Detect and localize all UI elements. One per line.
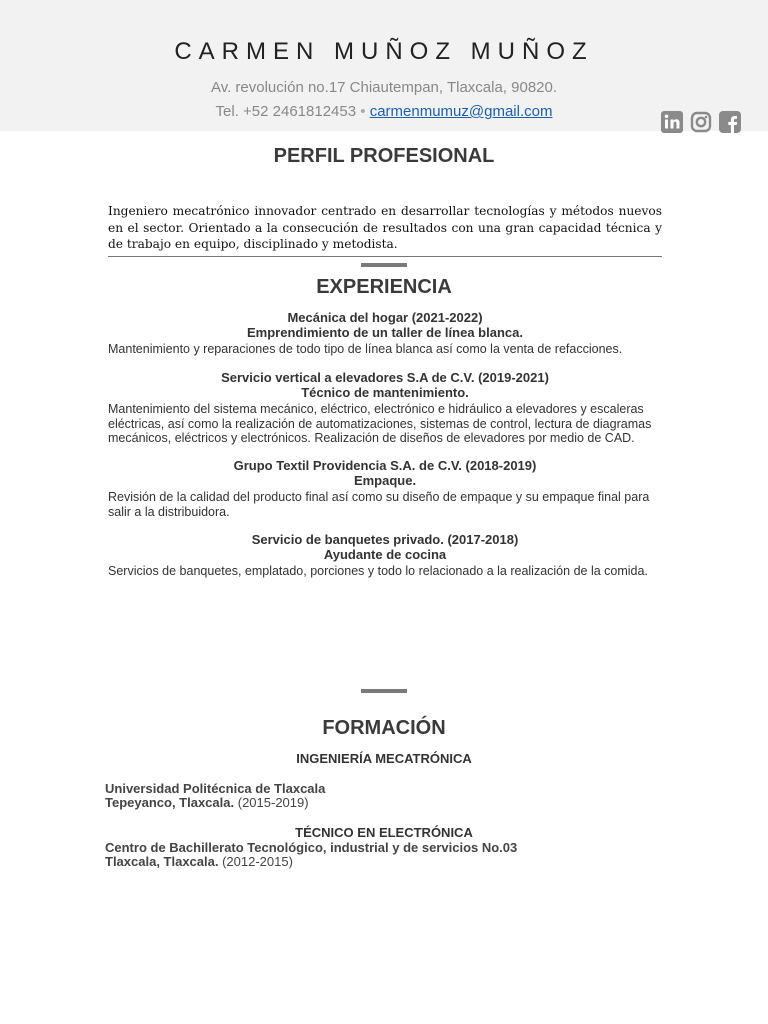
job-company: Grupo Textil Providencia S.A. de C.V. (2018-2019) — [233, 458, 537, 473]
instagram-icon[interactable] — [690, 111, 712, 133]
phone: Tel. +52 2461812453 — [215, 103, 357, 120]
job-description: Mantenimiento del sistema mecánico, eléctrico, electrónico e hidráulico a elevadores y escaleras eléctricas, así como la realización de automatizaciones, sistemas de control, lectura de diagramas mecánicos, eléctricos y electrónicos. Realización de diseños de elevadores por medio de CAD. — [108, 402, 652, 445]
job-role: Empaque. — [353, 473, 417, 488]
job-role: Técnico de mantenimiento. — [301, 385, 469, 400]
job-entry — [108, 532, 662, 579]
email-link[interactable]: carmenmumuz@gmail.com — [369, 103, 553, 120]
linkedin-icon[interactable] — [661, 111, 683, 133]
job-entry — [108, 310, 662, 357]
job-role: Ayudante de cocina — [323, 547, 447, 562]
perfil-text: Ingeniero mecatrónico innovador centrado en desarrollar tecnologías y métodos nuevos en el sector. Orientado a la consecución de resultados con una gran capacidad técnica y de trabajo en equipo, disciplinado y metodista. — [108, 204, 662, 251]
job-company: Mecánica del hogar (2021-2022) — [287, 310, 483, 325]
facebook-icon[interactable] — [719, 111, 741, 133]
school-location: Tepeyanco, Tlaxcala. (2015-2019) — [105, 795, 309, 810]
degree-title: TÉCNICO EN ELECTRÓNICA — [295, 825, 473, 840]
candidate-name: CARMEN MUÑOZ MUÑOZ — [174, 38, 594, 65]
job-entry — [108, 370, 662, 446]
school-years: (2015-2019) — [237, 795, 309, 810]
job-entry — [108, 458, 662, 519]
separator: • — [360, 103, 366, 120]
school-years: (2012-2015) — [222, 854, 293, 869]
job-company: Servicio de banquetes privado. (2017-2018) — [251, 532, 519, 547]
contact-line — [0, 103, 768, 120]
job-description: Mantenimiento y reparaciones de todo tipo de línea blanca así como la venta de refacciones. — [108, 342, 623, 356]
job-description: Servicios de banquetes, emplatado, porciones y todo lo relacionado a la realización de la comida. — [108, 564, 648, 578]
degree-title: INGENIERÍA MECATRÓNICA — [296, 751, 472, 766]
address: Av. revolución no.17 Chiautempan, Tlaxcala, 90820. — [210, 79, 558, 96]
school-name: Centro de Bachillerato Tecnológico, industrial y de servicios No.03 — [105, 840, 518, 855]
job-description: Revisión de la calidad del producto final así como su diseño de empaque y su empaque final para salir a la distribuidora. — [108, 490, 650, 519]
section-rule — [361, 689, 407, 693]
experiencia-title: EXPERIENCIA — [316, 276, 452, 298]
job-role: Emprendimiento de un taller de línea blanca. — [247, 325, 523, 340]
divider-line — [108, 256, 662, 257]
school-name: Universidad Politécnica de Tlaxcala — [105, 781, 326, 796]
job-company: Servicio vertical a elevadores S.A de C.V. (2019-2021) — [221, 370, 549, 385]
section-rule — [361, 263, 407, 267]
perfil-title: PERFIL PROFESIONAL — [273, 145, 495, 167]
social-links — [661, 111, 741, 133]
formacion-title: FORMACIÓN — [322, 717, 446, 739]
school-location: Tlaxcala, Tlaxcala. (2012-2015) — [105, 854, 293, 869]
